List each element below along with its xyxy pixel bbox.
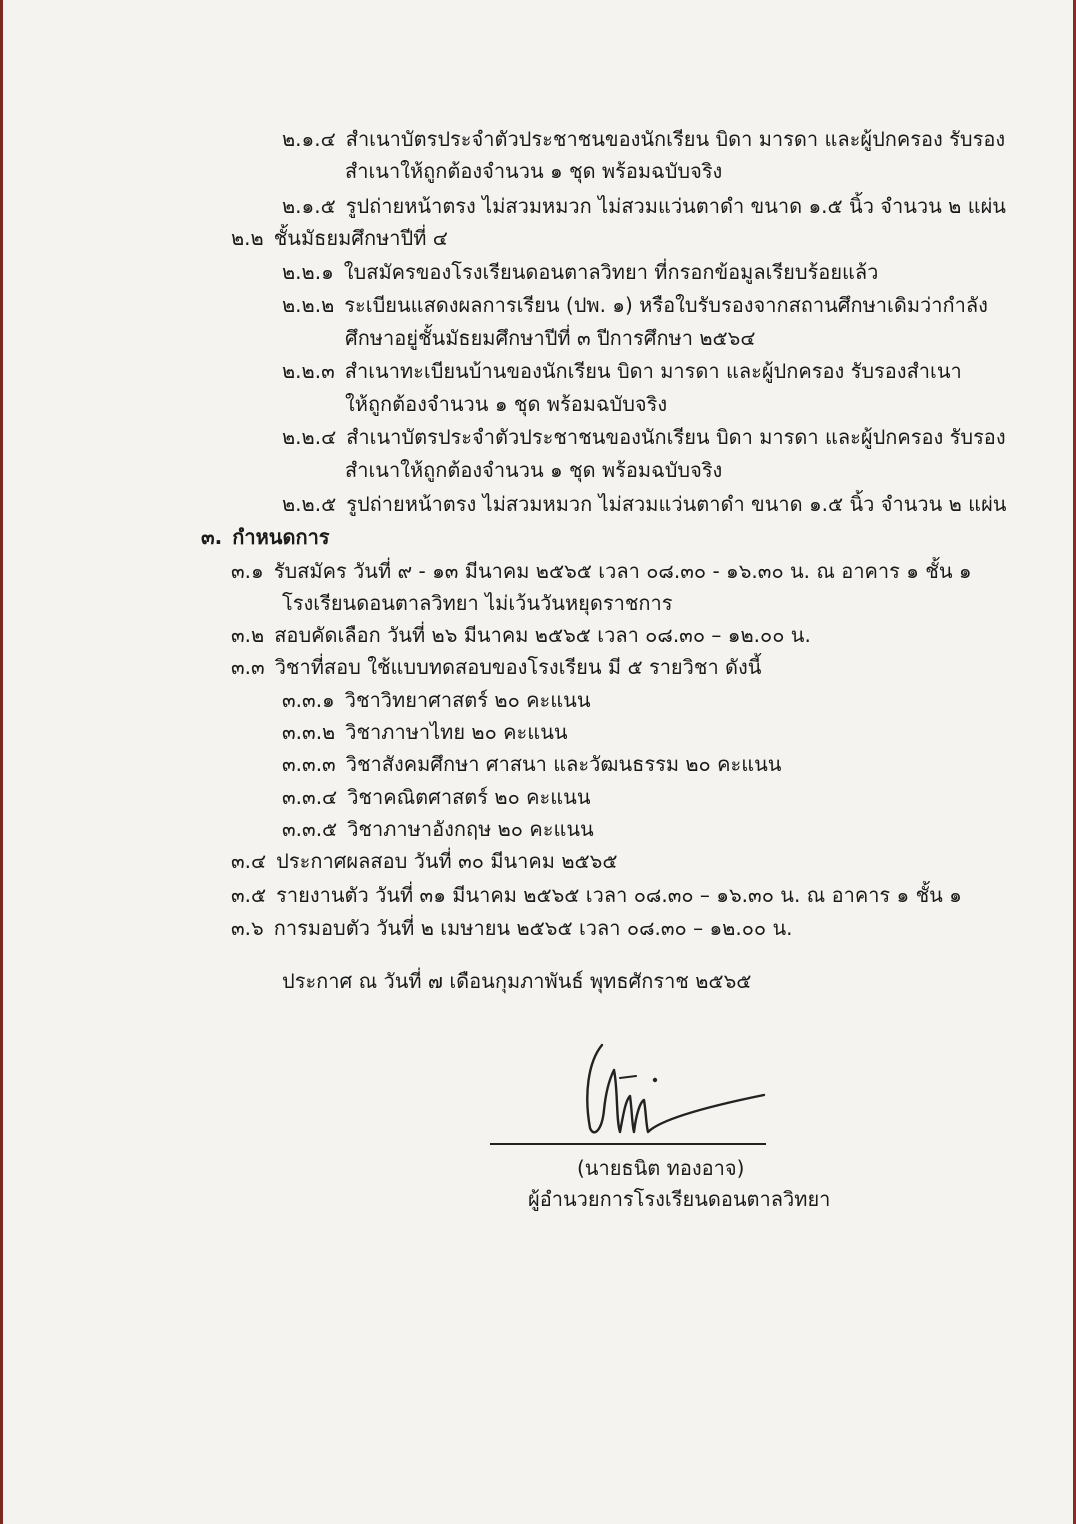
list-item: ๓.๕ รายงานตัว วันที่ ๓๑ มีนาคม ๒๕๖๕ เวลา ๐๘.๓๐ – ๑๖.๓๐ น. ณ อาคาร ๑ ชั้น ๑ bbox=[231, 883, 962, 907]
list-item-continuation: สำเนาให้ถูกต้องจำนวน ๑ ชุด พร้อมฉบับจริง bbox=[345, 159, 723, 183]
list-item-continuation: สำเนาให้ถูกต้องจำนวน ๑ ชุด พร้อมฉบับจริง bbox=[345, 458, 723, 482]
list-item: ๓.๓.๑ วิชาวิทยาศาสตร์ ๒๐ คะแนน bbox=[282, 688, 591, 712]
list-item: ๒.๒.๕ รูปถ่ายหน้าตรง ไม่สวมหมวก ไม่สวมแว่นตาดำ ขนาด ๑.๕ นิ้ว จำนวน ๒ แผ่น bbox=[282, 492, 1007, 516]
announcement-date: ประกาศ ณ วันที่ ๗ เดือนกุมภาพันธ์ พุทธศักราช ๒๕๖๕ bbox=[282, 969, 752, 993]
list-item: ๓.๓.๔ วิชาคณิตศาสตร์ ๒๐ คะแนน bbox=[282, 785, 591, 809]
list-item-continuation: ให้ถูกต้องจำนวน ๑ ชุด พร้อมฉบับจริง bbox=[345, 392, 668, 416]
list-item-continuation: ศึกษาอยู่ชั้นมัธยมศึกษาปีที่ ๓ ปีการศึกษา ๒๕๖๔ bbox=[345, 326, 756, 350]
list-item: ๒.๒.๔ สำเนาบัตรประจำตัวประชาชนของนักเรียน บิดา มารดา และผู้ปกครอง รับรอง bbox=[282, 425, 1006, 449]
list-item: ๒.๒.๒ ระเบียนแสดงผลการเรียน (ปพ. ๑) หรือใบรับรองจากสถานศึกษาเดิมว่ากำลัง bbox=[282, 293, 988, 317]
section-heading: ๒.๒ ชั้นมัธยมศึกษาปีที่ ๔ bbox=[231, 226, 448, 250]
list-item: ๒.๑.๕ รูปถ่ายหน้าตรง ไม่สวมหมวก ไม่สวมแว่นตาดำ ขนาด ๑.๕ นิ้ว จำนวน ๒ แผ่น bbox=[282, 194, 1006, 218]
list-item: ๒.๒.๓ สำเนาทะเบียนบ้านของนักเรียน บิดา มารดา และผู้ปกครอง รับรองสำเนา bbox=[282, 359, 962, 383]
list-item: ๒.๒.๑ ใบสมัครของโรงเรียนดอนตาลวิทยา ที่กรอกข้อมูลเรียบร้อยแล้ว bbox=[282, 260, 879, 284]
signer-title: ผู้อำนวยการโรงเรียนดอนตาลวิทยา bbox=[528, 1187, 831, 1211]
list-item: ๓.๑ รับสมัคร วันที่ ๙ - ๑๓ มีนาคม ๒๕๖๕ เวลา ๐๘.๓๐ - ๑๖.๓๐ น. ณ อาคาร ๑ ชั้น ๑ bbox=[231, 559, 972, 583]
list-item: ๒.๑.๔ สำเนาบัตรประจำตัวประชาชนของนักเรียน บิดา มารดา และผู้ปกครอง รับรอง bbox=[282, 127, 1006, 151]
signer-name: (นายธนิต ทองอาจ) bbox=[577, 1156, 745, 1180]
list-item: ๓.๖ การมอบตัว วันที่ ๒ เมษายน ๒๕๖๕ เวลา ๐๘.๓๐ – ๑๒.๐๐ น. bbox=[231, 916, 793, 940]
list-item: ๓.๒ สอบคัดเลือก วันที่ ๒๖ มีนาคม ๒๕๖๕ เวลา ๐๘.๓๐ – ๑๒.๐๐ น. bbox=[231, 623, 811, 647]
list-item: ๓.๓.๒ วิชาภาษาไทย ๒๐ คะแนน bbox=[282, 720, 568, 744]
section-heading: ๓. กำหนดการ bbox=[201, 525, 330, 549]
list-item: ๓.๓ วิชาที่สอบ ใช้แบบทดสอบของโรงเรียน มี ๕ รายวิชา ดังนี้ bbox=[231, 655, 762, 679]
signature-line bbox=[490, 1143, 766, 1145]
signature bbox=[580, 1040, 770, 1140]
list-item: ๓.๔ ประกาศผลสอบ วันที่ ๓๐ มีนาคม ๒๕๖๕ bbox=[231, 849, 618, 873]
list-item: ๓.๓.๓ วิชาสังคมศึกษา ศาสนา และวัฒนธรรม ๒๐ คะแนน bbox=[282, 752, 782, 776]
list-item-continuation: โรงเรียนดอนตาลวิทยา ไม่เว้นวันหยุดราชการ bbox=[282, 591, 673, 615]
list-item: ๓.๓.๕ วิชาภาษาอังกฤษ ๒๐ คะแนน bbox=[282, 817, 594, 841]
